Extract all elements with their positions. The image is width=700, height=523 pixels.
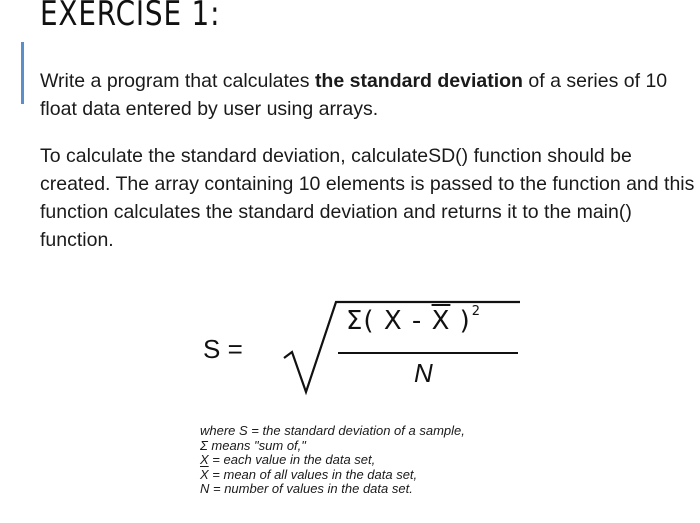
numerator-exponent: 2 <box>471 304 482 319</box>
instruction-bold-text: the standard deviation <box>314 70 523 92</box>
legend-line-s: where S = the standard deviation of a sample, <box>200 423 465 438</box>
numerator-prefix: Σ( X - <box>346 306 432 336</box>
legend-line-xbar <box>200 468 465 483</box>
legend-line-sigma: Σ means "sum of," <box>200 437 306 453</box>
legend-x-text: = each value in the data set, <box>208 452 376 467</box>
instruction-text-start: Write a program that calculates <box>40 70 315 92</box>
formula-numerator <box>346 304 481 336</box>
legend-line-n: N = number of values in the data set. <box>200 481 413 496</box>
legend-x-symbol: X <box>200 452 209 467</box>
standard-deviation-formula <box>200 300 520 400</box>
formula-legend <box>200 424 465 497</box>
formula-denominator: N <box>414 358 433 388</box>
fraction-bar <box>338 352 518 354</box>
formula-lhs: S = <box>203 334 243 364</box>
numerator-suffix: ) <box>450 306 471 336</box>
instruction-text-end: of a series of 10 float data entered by user using arrays. <box>40 70 668 120</box>
slide-title: EXERCISE 1: <box>40 0 221 34</box>
legend-line-x <box>200 453 465 468</box>
numerator-mean-symbol: $\overline{X}$ <box>431 306 451 336</box>
instruction-paragraph <box>40 67 690 123</box>
legend-xbar-symbol: $\overline{X}$ <box>200 466 209 482</box>
accent-bar <box>21 42 24 104</box>
description-paragraph: To calculate the standard deviation, calculateSD() function should be created. The array containing 10 elements is passed to the function and this function calculates the standard deviation and returns it to the main() function. <box>40 145 695 251</box>
legend-xbar-text: = mean of all values in the data set, <box>208 466 418 482</box>
